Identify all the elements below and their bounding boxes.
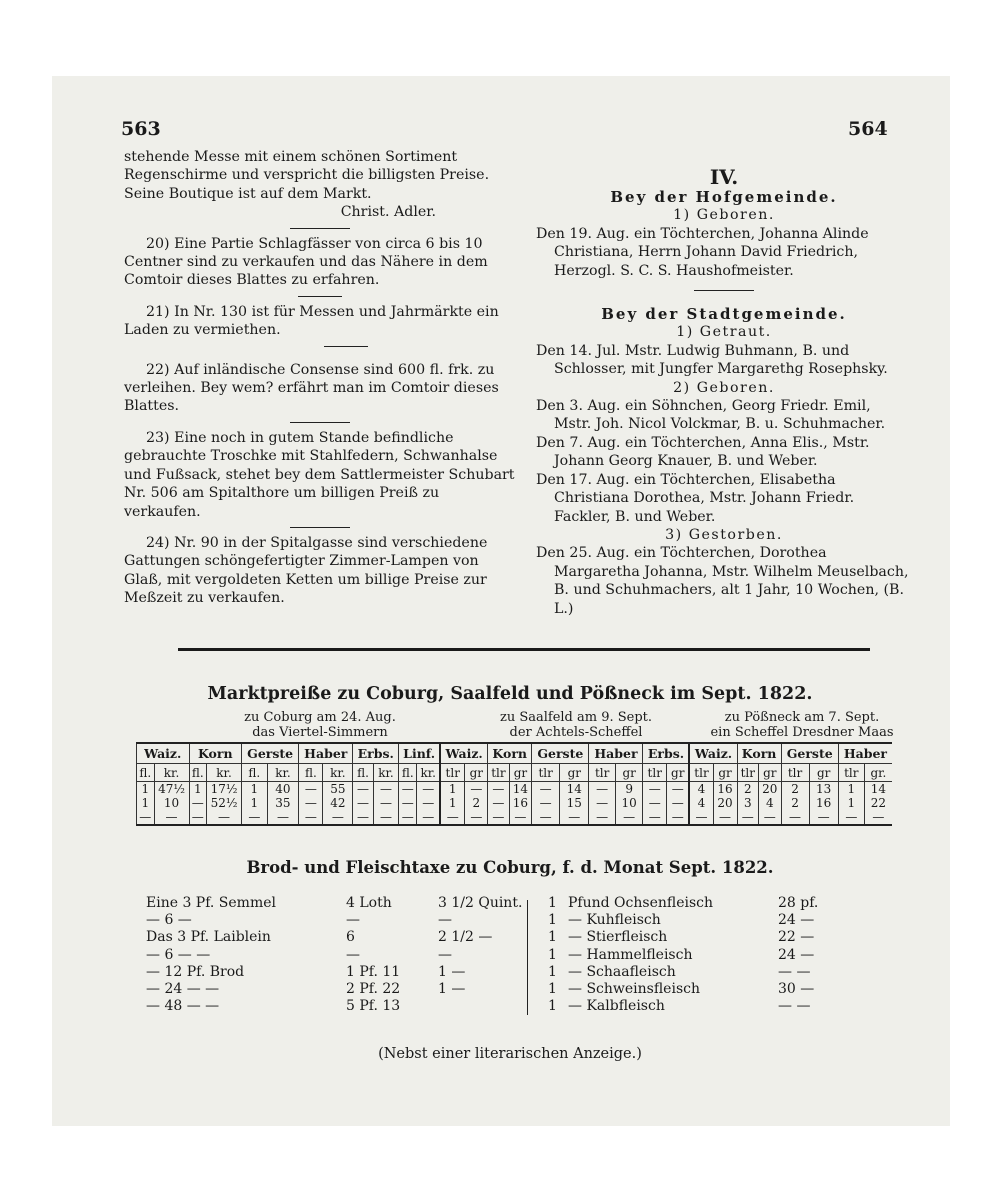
bread-row: [146, 998, 512, 1015]
meat-row: [548, 912, 848, 929]
meat-cell: 1: [548, 963, 557, 980]
market-value-cell: 4: [689, 782, 713, 797]
meat-cell: — —: [778, 998, 811, 1015]
bread-row: [146, 981, 512, 998]
market-value-cell: —: [399, 810, 417, 825]
meat-cell: Pfund Ochsenfleisch: [568, 895, 714, 911]
bread-cell: 1 —: [438, 963, 466, 980]
market-value-cell: —: [137, 810, 155, 825]
bread-title: Brod- und Fleischtaxe zu Coburg, f. d. Monat Sept. 1822.: [246, 858, 774, 877]
market-group-coburg: [200, 710, 440, 740]
bread-cell: — 24 — —: [146, 981, 220, 998]
market-value-cell: —: [299, 796, 323, 810]
market-unit-cell: tlr: [689, 764, 713, 782]
meat-cell: 1: [548, 946, 557, 963]
bread-cell: 1 Pf. 11: [346, 963, 401, 980]
bread-cell: — 6 —: [146, 912, 192, 929]
market-price-table: [136, 742, 892, 826]
market-value-cell: —: [417, 782, 440, 797]
market-header-cell: Erbs.: [353, 743, 399, 764]
market-value-cell: —: [589, 810, 615, 825]
section-roman: IV.: [709, 165, 739, 189]
market-value-cell: —: [353, 796, 374, 810]
market-value-cell: 1: [838, 782, 864, 797]
market-unit-cell: tlr: [589, 764, 615, 782]
market-value-cell: 16: [713, 782, 737, 797]
ad-23: 23) Eine noch in gutem Stande befindliche gebrauchte Troschke mit Stahlfedern, Schwanhalse und Fußsack, stehet bey dem Sattlermeister Schubart Nr. 506 am Spitalthore um billigen Preiß zu verkaufen.: [124, 429, 515, 520]
market-value-cell: 4: [759, 796, 782, 810]
stadt-married-entry: Den 14. Jul. Mstr. Ludwig Buhmann, B. und Schlosser, mit Jungfer Margarethg Rosephsky.: [536, 342, 888, 378]
market-unit-cell: gr: [465, 764, 488, 782]
meat-cell: 30 —: [778, 981, 815, 998]
market-header-cell: Linf.: [399, 743, 440, 764]
divider: [290, 228, 350, 229]
market-value-cell: —: [838, 810, 864, 825]
divider: [298, 296, 342, 297]
meat-cell: 1: [548, 912, 557, 929]
bread-cell: 1 —: [438, 981, 466, 998]
market-value-cell: —: [532, 796, 560, 810]
market-value-cell: —: [242, 810, 268, 825]
market-group-date: zu Coburg am 24. Aug.: [244, 710, 396, 725]
section-rule: [178, 648, 870, 651]
bread-cell: 3 1/2 Quint.: [438, 895, 523, 911]
meat-row: [548, 929, 848, 946]
market-value-cell: 16: [509, 796, 532, 810]
meat-cell: 1: [548, 895, 557, 911]
footer-note: (Nebst einer literarischen Anzeige.): [378, 1046, 642, 1062]
market-unit-cell: gr.: [864, 764, 892, 782]
market-group-date: zu Pößneck am 7. Sept.: [724, 710, 880, 725]
bread-cell: — 6 — —: [146, 946, 211, 963]
market-value-cell: —: [488, 782, 509, 797]
market-value-cell: —: [781, 810, 809, 825]
bread-row: [146, 929, 512, 946]
market-value-cell: 3: [737, 796, 758, 810]
market-value-cell: 14: [560, 782, 589, 797]
market-unit-cell: gr: [560, 764, 589, 782]
market-header-cell: Haber: [589, 743, 643, 764]
market-value-cell: —: [299, 810, 323, 825]
meat-row: [548, 964, 848, 981]
bread-cell: 5 Pf. 13: [346, 998, 401, 1015]
market-unit-cell: kr.: [207, 764, 242, 782]
market-value-cell: —: [689, 810, 713, 825]
market-value-cell: —: [465, 782, 488, 797]
market-header-cell: Gerste: [781, 743, 838, 764]
market-value-cell: —: [532, 810, 560, 825]
bread-cell: [438, 998, 512, 1015]
market-value-cell: —: [207, 810, 242, 825]
market-value-cell: 14: [509, 782, 532, 797]
market-value-cell: 52½: [207, 796, 242, 810]
market-value-cell: 1: [189, 782, 207, 797]
bread-cell: — 12 Pf. Brod: [146, 963, 245, 980]
market-value-cell: —: [713, 810, 737, 825]
market-value-cell: —: [643, 782, 667, 797]
market-value-cell: —: [373, 810, 398, 825]
stadt-born-heading: 2) Geboren.: [673, 379, 775, 396]
market-value-cell: —: [323, 810, 353, 825]
market-value-cell: 9: [615, 782, 643, 797]
market-value-cell: —: [759, 810, 782, 825]
bread-cell: —: [438, 946, 452, 963]
market-unit-cell: tlr: [440, 764, 465, 782]
meat-cell: 1: [548, 981, 557, 998]
market-unit-cell: tlr: [532, 764, 560, 782]
ad-24: 24) Nr. 90 in der Spitalgasse sind verschiedene Gattungen schöngefertigter Zimmer-Lampen von Glaß, mit vergoldeten Ketten um billige Preise zur Meßzeit zu verkaufen.: [124, 534, 488, 607]
market-unit-cell: gr: [759, 764, 782, 782]
ad-umbrellas: stehende Messe mit einem schönen Sortiment Regenschirme und verspricht die billigsten Preise. Seine Boutique ist auf dem Markt.: [124, 149, 490, 202]
bread-cell: 4 Loth: [346, 895, 392, 911]
column-divider: [527, 900, 528, 1015]
market-value-cell: 10: [615, 796, 643, 810]
market-value-cell: —: [417, 796, 440, 810]
bread-cell: 6: [346, 929, 355, 946]
divider: [290, 422, 350, 423]
stadt-heading: Bey der Stadtgemeinde.: [601, 305, 847, 324]
market-value-cell: 15: [560, 796, 589, 810]
market-unit-cell: fl.: [242, 764, 268, 782]
market-value-cell: 42: [323, 796, 353, 810]
market-title: Marktpreiße zu Coburg, Saalfeld und Pößneck im Sept. 1822.: [207, 684, 813, 704]
hof-born-heading: 1) Geboren.: [673, 207, 775, 224]
meat-cell: — Schaafleisch: [568, 963, 676, 980]
market-value-cell: —: [488, 796, 509, 810]
market-value-cell: —: [667, 782, 690, 797]
bread-cell: 2 1/2 —: [438, 929, 493, 946]
meat-cell: — Schweinsfleisch: [568, 981, 700, 998]
market-group-measure: der Achtels-Scheffel: [509, 725, 643, 740]
ad-22: 22) Auf inländische Consense sind 600 fl. frk. zu verleihen. Bey wem? erfährt man im Comtoir dieses Blattes.: [124, 361, 499, 415]
bread-row: [146, 895, 523, 912]
market-unit-cell: kr.: [267, 764, 299, 782]
market-value-cell: 1: [838, 796, 864, 810]
market-unit-cell: gr: [713, 764, 737, 782]
stadt-died-entry: Den 25. Aug. ein Töchterchen, Dorothea Margaretha Johanna, Mstr. Wilhelm Meuselbach, B. und Schuhmachers, alt 1 Jahr, 10 Wochen, (B. L.): [536, 545, 909, 617]
page-number-right: 564: [848, 118, 888, 140]
market-value-cell: —: [615, 810, 643, 825]
market-header-cell: Waiz.: [440, 743, 488, 764]
market-value-cell: 2: [737, 782, 758, 797]
market-value-cell: 40: [267, 782, 299, 797]
market-value-cell: 16: [809, 796, 838, 810]
market-value-cell: —: [399, 782, 417, 797]
divider: [694, 290, 754, 291]
meat-tax-list: [548, 895, 848, 1015]
market-header-cell: Erbs.: [643, 743, 689, 764]
bread-cell: —: [346, 946, 360, 963]
market-value-cell: —: [667, 796, 690, 810]
market-unit-cell: fl.: [299, 764, 323, 782]
market-value-cell: —: [399, 796, 417, 810]
bread-cell: Eine 3 Pf. Semmel: [146, 895, 276, 911]
hof-entry: Den 19. Aug. ein Töchterchen, Johanna Alinde Christiana, Herrn Johann David Friedrich, Herzogl. S. C. S. Haushofmeister.: [536, 225, 869, 279]
divider: [324, 346, 368, 347]
meat-cell: — Kalbfleisch: [568, 998, 665, 1015]
meat-cell: — Kuhfleisch: [568, 912, 661, 929]
market-value-cell: 1: [137, 782, 155, 797]
market-header-cell: Waiz.: [137, 743, 190, 764]
bread-row: [146, 947, 512, 964]
right-column: [536, 166, 912, 618]
market-value-cell: —: [643, 796, 667, 810]
market-unit-cell: kr.: [323, 764, 353, 782]
market-value-cell: —: [417, 810, 440, 825]
bread-tax-list: [146, 895, 523, 1015]
market-value-cell: 13: [809, 782, 838, 797]
market-value-cell: 4: [689, 796, 713, 810]
market-value-cell: 1: [137, 796, 155, 810]
market-value-cell: —: [465, 810, 488, 825]
meat-cell: 1: [548, 929, 557, 946]
market-header-cell: Waiz.: [689, 743, 737, 764]
bread-cell: 2 Pf. 22: [346, 981, 401, 998]
market-unit-cell: gr: [509, 764, 532, 782]
stadt-born-entry: Den 17. Aug. ein Töchterchen, Elisabetha Christiana Dorothea, Mstr. Johann Friedr. Fackler, B. und Weber.: [536, 471, 855, 525]
ad-21: 21) In Nr. 130 ist für Messen und Jahrmärkte ein Laden zu vermiethen.: [124, 303, 499, 339]
market-header-cell: Gerste: [242, 743, 299, 764]
bread-row: [146, 964, 512, 981]
market-value-cell: —: [488, 810, 509, 825]
market-unit-cell: tlr: [643, 764, 667, 782]
market-value-cell: 10: [154, 796, 189, 810]
market-value-cell: —: [373, 782, 398, 797]
page-number-left: 563: [121, 118, 161, 140]
meat-row: [548, 998, 848, 1015]
ad-20: 20) Eine Partie Schlagfässer von circa 6 bis 10 Centner sind zu verkaufen und das Nähere in dem Comtoir dieses Blattes zu erfahren.: [124, 235, 488, 289]
bread-cell: — 48 — —: [146, 998, 220, 1015]
market-unit-cell: kr.: [154, 764, 189, 782]
market-unit-cell: gr: [809, 764, 838, 782]
market-value-cell: —: [189, 796, 207, 810]
market-group-measure: das Viertel-Simmern: [252, 725, 388, 740]
market-value-cell: —: [509, 810, 532, 825]
market-header-cell: Haber: [299, 743, 353, 764]
market-unit-cell: gr: [667, 764, 690, 782]
meat-cell: 28 pf.: [778, 895, 819, 911]
market-value-cell: 20: [759, 782, 782, 797]
market-unit-cell: gr: [615, 764, 643, 782]
market-value-cell: —: [267, 810, 299, 825]
market-value-cell: —: [589, 796, 615, 810]
meat-cell: — Stierfleisch: [568, 929, 668, 946]
market-value-cell: —: [643, 810, 667, 825]
market-value-cell: 20: [713, 796, 737, 810]
stadt-born-entry: Den 7. Aug. ein Töchterchen, Anna Elis., Mstr. Johann Georg Knauer, B. und Weber.: [536, 434, 870, 470]
meat-row: [548, 895, 848, 912]
divider: [290, 527, 350, 528]
market-value-cell: 1: [242, 796, 268, 810]
market-value-cell: —: [154, 810, 189, 825]
market-group-saalfeld: [456, 710, 696, 740]
market-value-cell: 17½: [207, 782, 242, 797]
market-unit-cell: tlr: [488, 764, 509, 782]
market-value-cell: —: [560, 810, 589, 825]
market-group-measure: ein Scheffel Dresdner Maas: [710, 725, 894, 740]
meat-row: [548, 981, 848, 998]
market-unit-cell: kr.: [417, 764, 440, 782]
market-unit-cell: fl.: [137, 764, 155, 782]
bread-cell: —: [438, 912, 452, 929]
market-value-cell: 14: [864, 782, 892, 797]
meat-cell: 24 —: [778, 946, 815, 963]
stadt-born-entry: Den 3. Aug. ein Söhnchen, Georg Friedr. Emil, Mstr. Joh. Nicol Volckmar, B. u. Schuhmacher.: [536, 398, 886, 433]
market-value-cell: —: [440, 810, 465, 825]
market-value-cell: —: [189, 810, 207, 825]
market-value-cell: 1: [440, 796, 465, 810]
meat-cell: — Hammelfleisch: [568, 946, 693, 963]
market-value-cell: —: [353, 782, 374, 797]
market-header-cell: Korn: [488, 743, 532, 764]
market-value-cell: —: [864, 810, 892, 825]
meat-cell: 24 —: [778, 912, 815, 929]
meat-cell: 22 —: [778, 929, 815, 946]
market-value-cell: 35: [267, 796, 299, 810]
meat-row: [548, 947, 848, 964]
market-value-cell: 2: [465, 796, 488, 810]
market-unit-cell: tlr: [737, 764, 758, 782]
market-header-cell: Korn: [737, 743, 781, 764]
stadt-married-heading: 1) Getraut.: [676, 324, 772, 341]
market-group-poessneck: [696, 710, 908, 740]
market-header-cell: Korn: [189, 743, 242, 764]
market-value-cell: 22: [864, 796, 892, 810]
market-unit-cell: tlr: [781, 764, 809, 782]
market-value-cell: 1: [440, 782, 465, 797]
market-group-date: zu Saalfeld am 9. Sept.: [499, 710, 653, 725]
market-value-cell: —: [589, 782, 615, 797]
market-unit-cell: tlr: [838, 764, 864, 782]
market-unit-cell: kr.: [373, 764, 398, 782]
hof-heading: Bey der Hofgemeinde.: [610, 188, 838, 206]
market-unit-cell: fl.: [353, 764, 374, 782]
bread-cell: Das 3 Pf. Laiblein: [146, 929, 271, 946]
market-value-cell: —: [373, 796, 398, 810]
market-value-cell: 2: [781, 796, 809, 810]
ad-signature: Christ. Adler.: [340, 204, 436, 221]
market-unit-cell: fl.: [189, 764, 207, 782]
market-value-cell: —: [667, 810, 690, 825]
meat-cell: 1: [548, 998, 557, 1015]
left-column: [124, 148, 516, 608]
market-value-cell: —: [809, 810, 838, 825]
market-value-cell: 1: [242, 782, 268, 797]
market-value-cell: —: [737, 810, 758, 825]
market-value-cell: —: [299, 782, 323, 797]
market-value-cell: 47½: [154, 782, 189, 797]
market-header-cell: Haber: [838, 743, 892, 764]
market-value-cell: —: [353, 810, 374, 825]
market-value-cell: 55: [323, 782, 353, 797]
bread-cell: —: [346, 912, 360, 929]
stadt-died-heading: 3) Gestorben.: [665, 526, 783, 543]
bread-row: [146, 912, 512, 929]
market-value-cell: —: [532, 782, 560, 797]
market-value-cell: 2: [781, 782, 809, 797]
market-header-cell: Gerste: [532, 743, 589, 764]
market-unit-cell: fl.: [399, 764, 417, 782]
meat-cell: — —: [778, 963, 811, 980]
